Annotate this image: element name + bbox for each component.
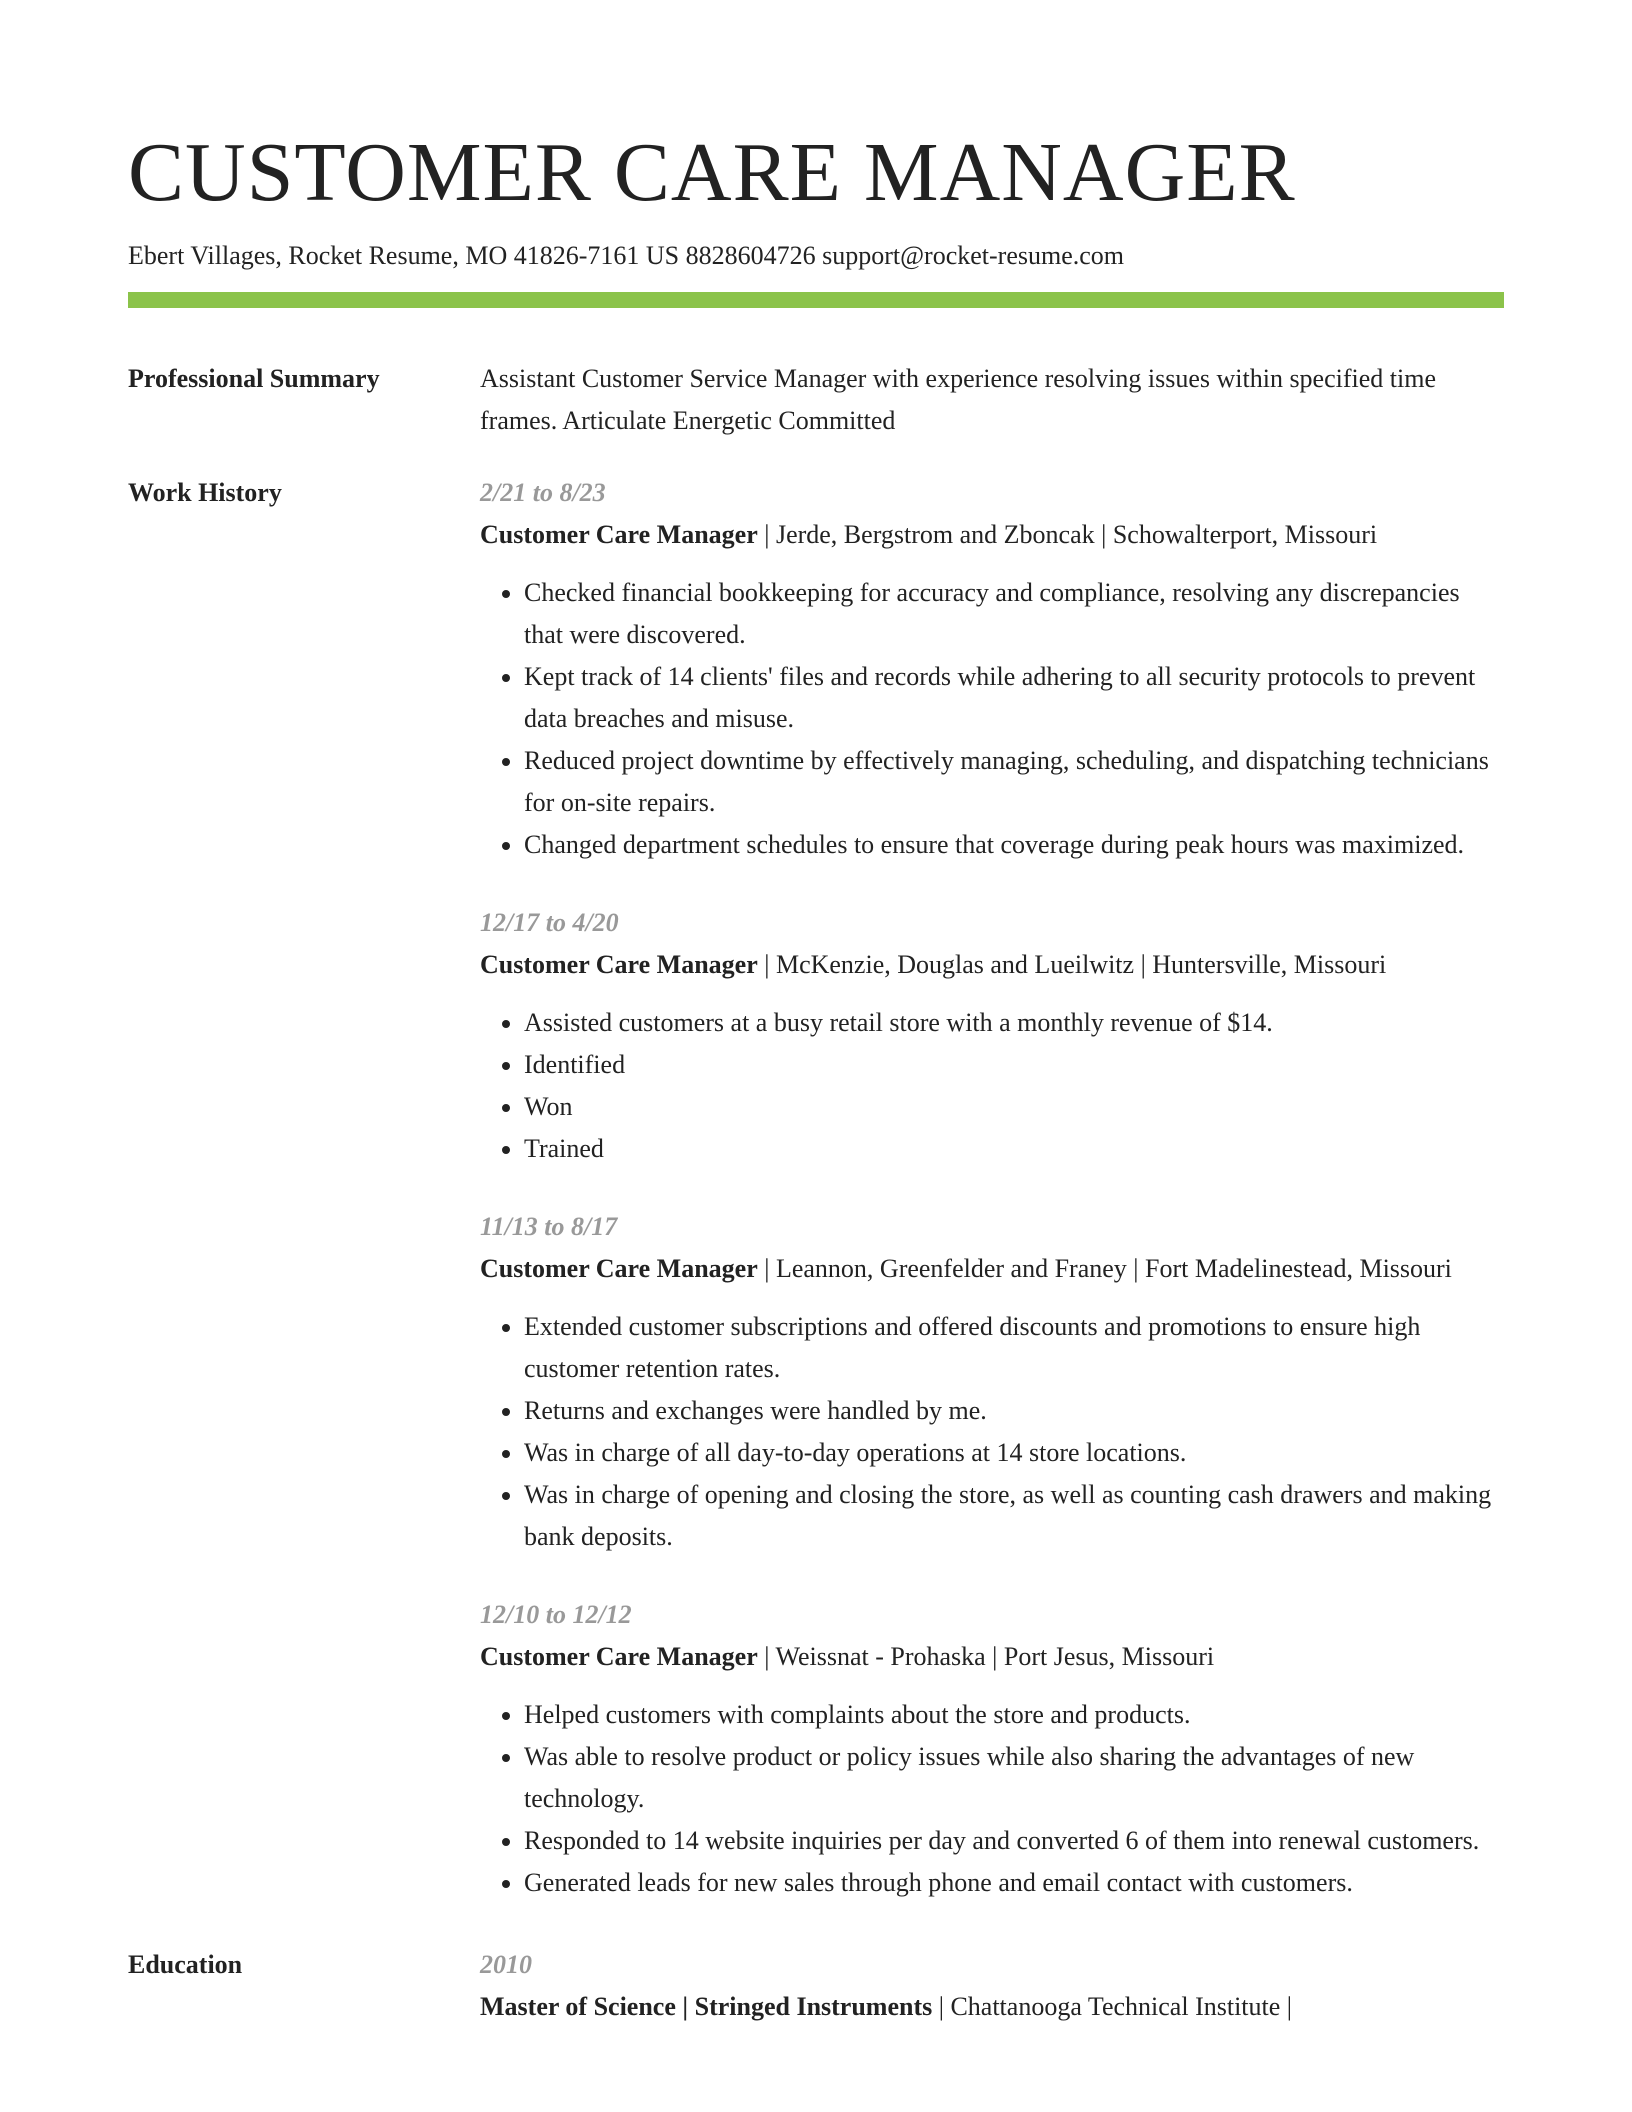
job-details: | Jerde, Bergstrom and Zboncak | Schowalterport, Missouri bbox=[757, 520, 1378, 549]
job-dates: 2/21 to 8/23 bbox=[480, 478, 606, 507]
job-bullet: • Won bbox=[524, 1086, 1504, 1128]
job-entry bbox=[480, 1594, 1504, 1904]
resume-title: CUSTOMER CARE MANAGER bbox=[128, 126, 1296, 219]
job-details: | Leannon, Greenfelder and Franey | Fort Madelinestead, Missouri bbox=[757, 1254, 1452, 1283]
section-label: Work History bbox=[128, 478, 282, 507]
job-details: | Weissnat - Prohaska | Port Jesus, Missouri bbox=[757, 1642, 1215, 1671]
education-details: | Chattanooga Technical Institute | bbox=[932, 1992, 1292, 2021]
job-dates: 12/17 to 4/20 bbox=[480, 908, 619, 937]
job-bullet: • Reduced project downtime by effectively managing, scheduling, and dispatching technicians for on-site repairs. bbox=[524, 740, 1504, 824]
job-bullet: • Was in charge of all day-to-day operations at 14 store locations. bbox=[524, 1432, 1504, 1474]
section-body bbox=[480, 358, 1504, 442]
job-bullet: • Checked financial bookkeeping for accuracy and compliance, resolving any discrepancies that were discovered. bbox=[524, 572, 1504, 656]
contact-line: Ebert Villages, Rocket Resume, MO 41826-7161 US 8828604726 support@rocket-resume.com bbox=[128, 241, 1125, 270]
job-heading bbox=[480, 944, 1504, 986]
summary-text: Assistant Customer Service Manager with experience resolving issues within specified time frames. Articulate Energetic Committed bbox=[480, 364, 1436, 435]
education-entry bbox=[480, 1944, 1504, 2028]
job-dates: 12/10 to 12/12 bbox=[480, 1600, 632, 1629]
job-bullet: • Kept track of 14 clients' files and records while adhering to all security protocols to prevent data breaches and misuse. bbox=[524, 656, 1504, 740]
job-bullet: • Extended customer subscriptions and offered discounts and promotions to ensure high customer retention rates. bbox=[524, 1306, 1504, 1390]
job-bullet: • Changed department schedules to ensure that coverage during peak hours was maximized. bbox=[524, 824, 1504, 866]
section-label: Professional Summary bbox=[128, 364, 380, 393]
job-bullet: • Assisted customers at a busy retail store with a monthly revenue of $14. bbox=[524, 1002, 1504, 1044]
job-bullet-list bbox=[480, 1694, 1504, 1904]
job-title: Customer Care Manager bbox=[480, 950, 758, 979]
education-heading bbox=[480, 1986, 1504, 2028]
job-bullet: • Responded to 14 website inquiries per day and converted 6 of them into renewal customers. bbox=[524, 1820, 1504, 1862]
job-bullet: • Trained bbox=[524, 1128, 1504, 1170]
professional-summary-section bbox=[128, 358, 1504, 442]
section-body bbox=[480, 1944, 1504, 2028]
education-dates: 2010 bbox=[480, 1950, 532, 1979]
job-bullet-list bbox=[480, 572, 1504, 866]
job-title: Customer Care Manager bbox=[480, 520, 758, 549]
job-bullet: • Was able to resolve product or policy issues while also sharing the advantages of new technology. bbox=[524, 1736, 1504, 1820]
job-entry bbox=[480, 1206, 1504, 1558]
job-dates: 11/13 to 8/17 bbox=[480, 1212, 618, 1241]
job-bullet: • Helped customers with complaints about the store and products. bbox=[524, 1694, 1504, 1736]
job-title: Customer Care Manager bbox=[480, 1254, 758, 1283]
job-bullet: • Generated leads for new sales through phone and email contact with customers. bbox=[524, 1862, 1504, 1904]
job-heading bbox=[480, 514, 1504, 556]
job-title: Customer Care Manager bbox=[480, 1642, 758, 1671]
job-bullet: • Identified bbox=[524, 1044, 1504, 1086]
section-label: Education bbox=[128, 1950, 243, 1979]
resume-page bbox=[128, 0, 1504, 2028]
job-heading bbox=[480, 1636, 1504, 1678]
job-entry bbox=[480, 902, 1504, 1170]
accent-divider bbox=[128, 292, 1504, 308]
degree-title: Master of Science | Stringed Instruments bbox=[480, 1992, 933, 2021]
job-details: | McKenzie, Douglas and Lueilwitz | Huntersville, Missouri bbox=[757, 950, 1387, 979]
job-bullet: • Was in charge of opening and closing the store, as well as counting cash drawers and making bank deposits. bbox=[524, 1474, 1504, 1558]
work-history-section bbox=[128, 472, 1504, 1904]
job-heading bbox=[480, 1248, 1504, 1290]
job-bullet-list bbox=[480, 1002, 1504, 1170]
education-section bbox=[128, 1944, 1504, 2028]
job-entry bbox=[480, 472, 1504, 866]
job-bullet-list bbox=[480, 1306, 1504, 1558]
section-body bbox=[480, 472, 1504, 1904]
job-bullet: • Returns and exchanges were handled by me. bbox=[524, 1390, 1504, 1432]
